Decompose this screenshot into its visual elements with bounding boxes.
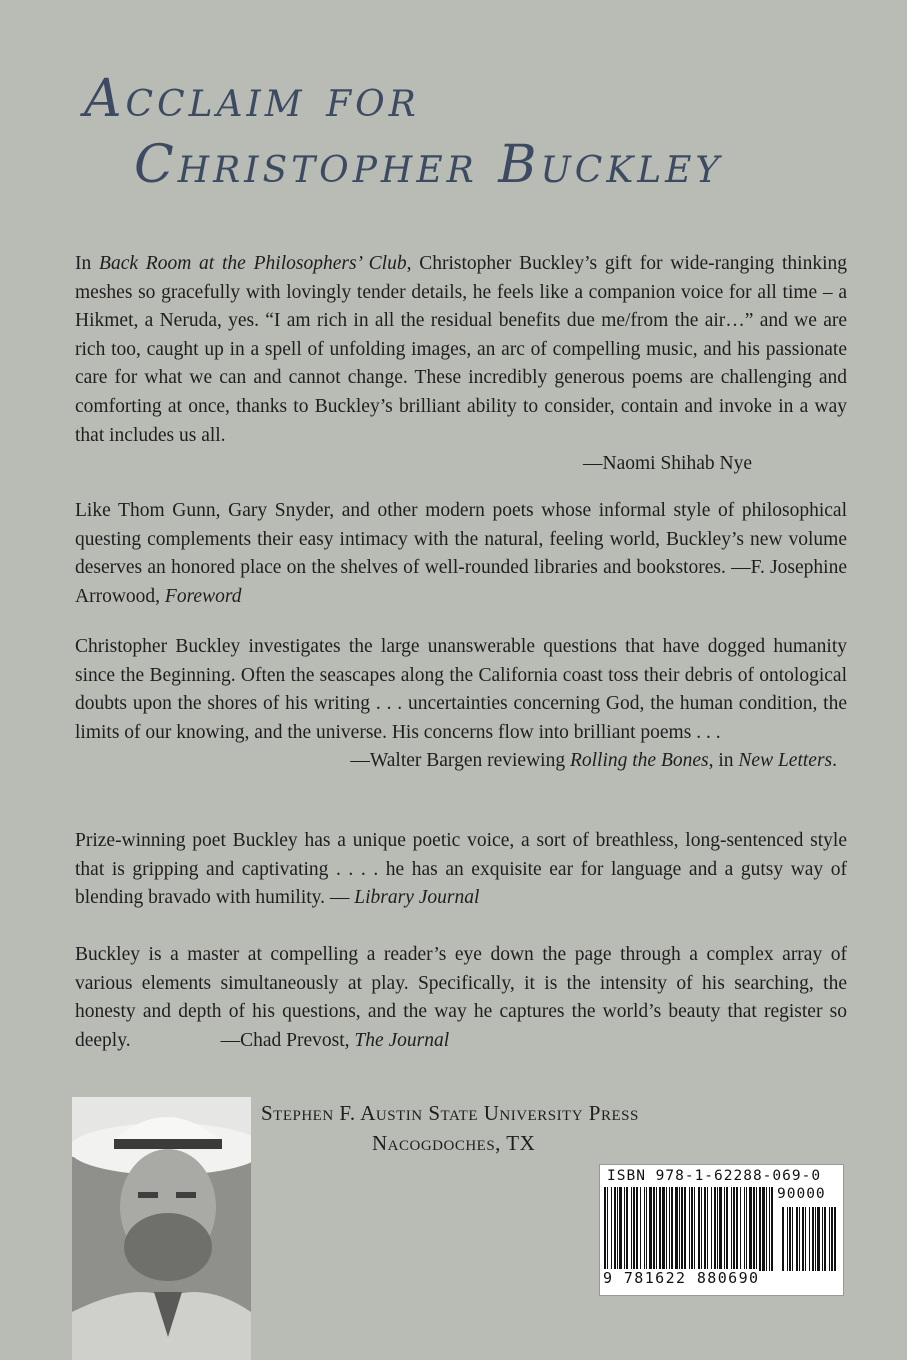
title-line-1: Acclaim for [84,69,420,129]
blurb-prevost [75,941,847,1055]
publisher-block [261,1098,681,1158]
barcode-bar [646,1187,647,1271]
barcode-bar [707,1187,708,1271]
barcode-bar [649,1187,652,1271]
addon-bar [802,1207,804,1271]
barcode-bar [769,1187,770,1271]
barcode-bar [611,1187,612,1271]
barcode-bar [736,1187,738,1271]
barcode-bar [617,1187,618,1271]
barcode-bar [631,1187,632,1271]
addon-bar [782,1207,784,1271]
barcode-bar [731,1187,732,1271]
blurb-attribution: —Walter Bargen reviewing Rolling the Bones, in New Letters. [350,750,837,772]
barcode-bar [675,1187,678,1271]
barcode-bar [633,1187,635,1271]
barcode-bar [671,1187,673,1271]
blurb-library-journal [75,827,847,913]
source-title: Library Journal [354,887,480,909]
addon-bar [815,1207,816,1271]
blurb-text: Like Thom Gunn, Gary Snyder, and other modern poets whose informal style of philosophical questing complements their easy intimacy with the natural, feeling world, Buckley’s new volume deserves an honored place on the shelves of well-rounded libraries and bookstores. —F. Josephine Arrowood, Foreword [75,500,847,607]
barcode-bar [619,1187,622,1271]
barcode-bar [640,1187,641,1271]
barcode-bar [694,1187,695,1271]
barcode-bar [636,1187,638,1271]
barcode-bar [717,1187,718,1271]
addon-bar [831,1207,833,1271]
barcode-bar [759,1187,761,1271]
addon-bar [792,1207,793,1271]
barcode-bar [653,1187,655,1271]
publisher-city: Nacogdoches, TX [372,1131,536,1155]
barcode-bar [698,1187,700,1271]
isbn-barcode [599,1164,844,1296]
blurb-text: Christopher Buckley investigates the large unanswerable questions that have dogged humanity since the Beginning. Often the seascapes along the California coast toss their debris of ontological doubts upon the shores of his writing . . . uncertainties concerning God, the human condition, the limits of our knowing, and the universe. His concerns flow into brilliant poems . . . [75,636,847,743]
barcode-bar [626,1187,628,1271]
barcode-bar [724,1187,725,1271]
addon-bar [787,1207,788,1271]
blurb-bargen [75,633,847,776]
addon-bar [796,1207,798,1271]
barcode-bar [614,1187,616,1271]
barcode-bar [753,1187,755,1271]
addon-bar [805,1207,806,1271]
addon-bar [809,1207,810,1271]
barcode-bar [746,1187,747,1271]
addon-bar [834,1207,836,1271]
addon-bar [824,1207,826,1271]
price-code: 90000 [777,1186,826,1202]
barcode-bar [714,1187,716,1271]
barcode-bar [656,1187,657,1271]
blurb-text: In Back Room at the Philosophers’ Club, Christopher Buckley’s gift for wide-ranging thinking meshes so gracefully with lovingly tender details, he feels like a companion voice for all time – a Hikmet, a Neruda, yes. “I am rich in all the residual benefits due me/from the air…” and we are rich too, caught up in a spell of unfolding images, an arc of compelling music, and his passionate care for what we can and cannot change. These incredibly generous poems are challenging and comforting at once, thanks to Buckley’s brilliant ability to consider, contain and invoke in a way that includes us all. [75,253,847,446]
barcode-bar [701,1187,702,1271]
barcode-bar [644,1187,645,1271]
addon-bar [829,1207,830,1271]
source-title: Foreword [164,585,242,607]
back-cover-title [84,66,844,198]
barcode-bar [691,1187,693,1271]
barcode-bar [659,1187,661,1271]
addon-bar [812,1207,814,1271]
barcode-bar [624,1187,625,1271]
barcode-bar [766,1187,767,1271]
source-title: New Letters [738,750,833,772]
barcode-bar [666,1187,667,1271]
isbn-label: ISBN 978-1-62288-069-0 [607,1168,822,1184]
addon-bar [789,1207,791,1271]
blurb-attribution: —F. Josephine Arrowood, [75,557,847,607]
publisher-name: Stephen F. Austin State University Press [261,1101,639,1125]
barcode-bar [756,1187,757,1271]
barcode-bar [704,1187,706,1271]
barcode-bar [679,1187,680,1271]
barcode-bar [726,1187,728,1271]
barcode-bar [689,1187,690,1271]
barcode-bar [771,1187,773,1271]
barcode-bar [740,1187,741,1271]
barcode-bar [749,1187,752,1271]
barcode-bar [719,1187,722,1271]
barcode-bar [607,1187,608,1271]
barcode-bar [669,1187,670,1271]
barcode-bar [684,1187,686,1271]
barcode-bar [733,1187,735,1271]
blurb-text: Prize-winning poet Buckley has a unique poetic voice, a sort of breathless, long-sentenced style that is gripping and captivating . . . . he has an exquisite ear for language and a gutsy way of blending bravado with humility. — Library Journal [75,830,847,909]
blurb-attribution: —Chad Prevost, [220,1029,355,1051]
author-photo [72,1097,251,1360]
barcode-bar [604,1187,606,1271]
book-title: Back Room at the Philosophers’ Club [99,253,407,274]
barcode-bar [711,1187,712,1271]
blurb-text: Buckley is a master at compelling a reader’s eye down the page through a complex array of various elements simultaneously at play. Specifically, it is the intensity of his searching, the honesty and depth of his questions, and the way he captures the world’s beauty that register so deeply. —Chad Prevost, The Journal [75,944,847,1051]
blurb-arrowood [75,497,847,611]
title-line-2: Christopher Buckley [134,135,724,195]
addon-bar [799,1207,800,1271]
book-title: Rolling the Bones [569,750,709,772]
addon-bar [822,1207,823,1271]
source-title: The Journal [354,1029,450,1051]
barcode-bar [681,1187,683,1271]
blurb-nye [75,250,847,479]
blurb-attribution: — [329,887,355,909]
barcode-bar [744,1187,745,1271]
addon-bar [817,1207,820,1271]
blurb-attribution: —Naomi Shihab Nye [583,453,752,475]
barcode-digits: 9 781622 880690 [603,1269,760,1287]
barcode-bar [662,1187,665,1271]
barcode-bar [762,1187,765,1271]
